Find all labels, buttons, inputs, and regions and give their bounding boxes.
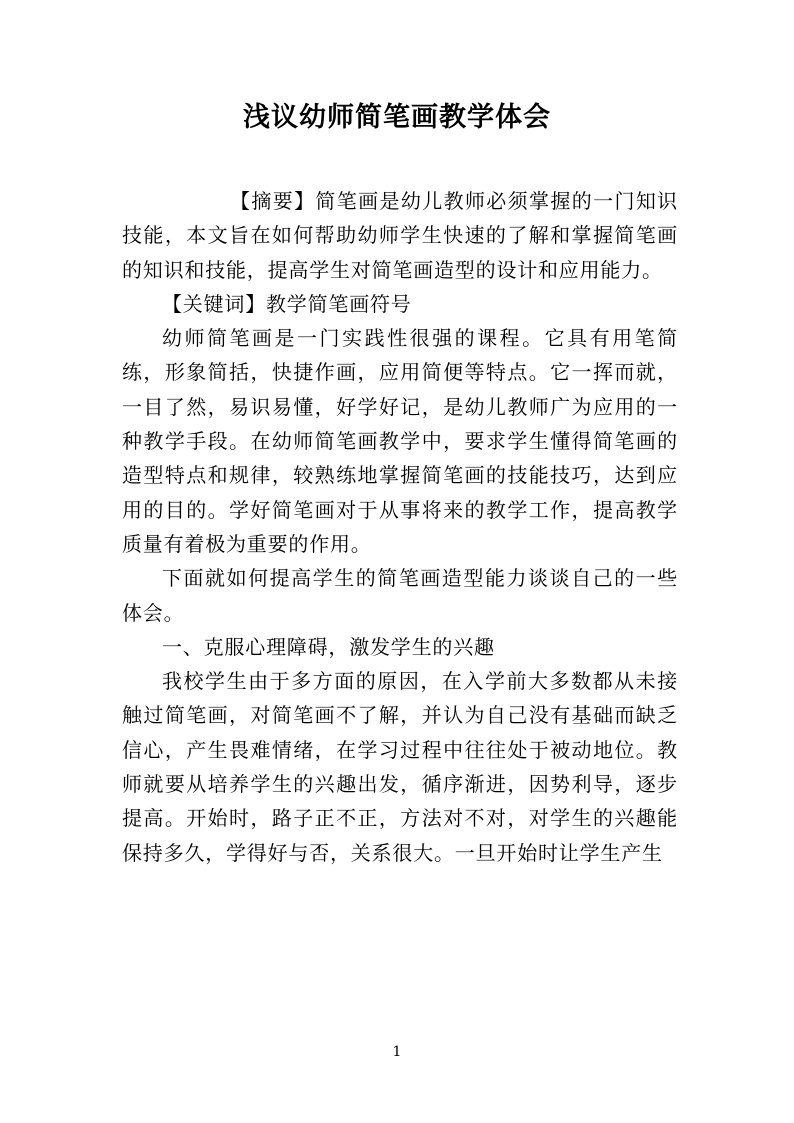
body-paragraph: 下面就如何提高学生的简笔画造型能力谈谈自己的一些体会。 [122, 566, 678, 625]
body-paragraph: 我校学生由于多方面的原因，在入学前大多数都从未接触过简笔画，对简笔画不了解，并认为自己没有基础而缺乏信心，产生畏难情绪，在学习过程中往往处于被动地位。教师就要从培养学生的兴趣出发，循序渐进，因势利导，逐步提高。开始时，路子正不正，方法对不对，对学生的兴趣能保持多久，学得好与否，关系很大。一旦开始时让学生产生 [122, 669, 678, 865]
page-number: 1 [392, 1044, 402, 1060]
document-body [122, 184, 678, 870]
keywords-paragraph: 【关键词】教学简笔画符号 [162, 291, 412, 316]
section-heading: 一、克服心理障碍，激发学生的兴趣 [162, 634, 495, 659]
body-paragraph: 幼师简笔画是一门实践性很强的课程。它具有用笔简练，形象简括，快捷作画，应用简便等特点。它一挥而就，一目了然，易识易懂，好学好记，是幼儿教师广为应用的一种教学手段。在幼师简笔画教学中，要求学生懂得简笔画的造型特点和规律，较熟练地掌握简笔画的技能技巧，达到应用的目的。学好简笔画对于从事将来的教学工作，提高教学质量有着极为重要的作用。 [122, 326, 678, 556]
page-title: 浅议幼师简笔画教学体会 [243, 102, 551, 133]
abstract-paragraph: 【摘要】简笔画是幼儿教师必须掌握的一门知识技能，本文旨在如何帮助幼师学生快速的了解和掌握简笔画的知识和技能，提高学生对简笔画造型的设计和应用能力。 [122, 189, 678, 282]
